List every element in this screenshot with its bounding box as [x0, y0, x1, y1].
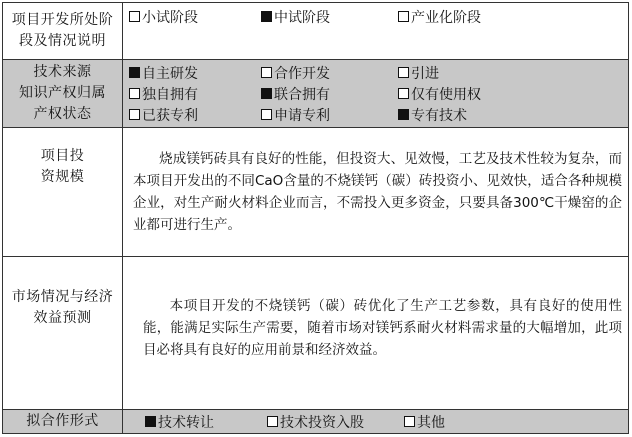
- stage-row: [3, 3, 629, 60]
- tech-label-line: 知识产权归属: [19, 85, 106, 101]
- status-option-patented[interactable]: 已获专利: [123, 105, 261, 125]
- checkbox-icon[interactable]: [129, 11, 140, 22]
- investment-cell: [123, 128, 629, 257]
- coop-option-other[interactable]: 其他: [404, 412, 628, 432]
- stage-label: [3, 3, 123, 60]
- stage-label-line: 段及情况说明: [19, 33, 106, 49]
- tech-option-introduced[interactable]: 引进: [398, 63, 628, 83]
- tech-options: [123, 60, 629, 128]
- investment-label: [3, 128, 123, 257]
- status-option-applying[interactable]: 申请专利: [261, 105, 398, 125]
- checkbox-icon[interactable]: [261, 88, 272, 99]
- checkbox-icon[interactable]: [398, 11, 409, 22]
- market-label-line: 市场情况与经济: [11, 289, 114, 305]
- investment-label-line: 资规模: [40, 169, 85, 185]
- investment-text: 烧成镁钙砖具有良好的性能，但投资大、见效慢，工艺及技术性较为复杂，而本项目开发出的不同CaO含量的不烧镁钙（碳）砖投资小、见效快，适合各种规模企业，对生产耐火材料企业而言，不需投入更多资金，只要具备300℃干燥窑的企业都可进行生产。: [133, 151, 622, 233]
- checkbox-icon[interactable]: [267, 416, 278, 427]
- checkbox-icon[interactable]: [398, 67, 409, 78]
- checkbox-icon[interactable]: [145, 416, 156, 427]
- tech-label-line: 产权状态: [33, 106, 92, 122]
- tech-label-line: 技术来源: [33, 64, 92, 80]
- cooperation-label: 拟合作形式: [3, 410, 123, 434]
- tech-label: [3, 60, 123, 128]
- market-label-line: 效益预测: [33, 310, 92, 326]
- checkbox-icon[interactable]: [129, 67, 140, 78]
- cooperation-options: [123, 410, 629, 434]
- stage-options: [123, 3, 629, 60]
- ip-option-sole[interactable]: 独自拥有: [123, 84, 261, 104]
- ip-option-use-right[interactable]: 仅有使用权: [398, 84, 628, 104]
- market-text: 本项目开发的不烧镁钙（碳）砖优化了生产工艺参数，具有良好的使用性能，能满足实际生产需要，随着市场对镁钙系耐火材料需求量的大幅增加，此项目必将具有良好的应用前景和经济效益。: [143, 298, 622, 358]
- stage-option-pilot[interactable]: 中试阶段: [261, 7, 398, 27]
- market-cell: [123, 257, 629, 410]
- checkbox-icon[interactable]: [129, 88, 140, 99]
- checkbox-icon[interactable]: [404, 416, 415, 427]
- investment-row: [3, 128, 629, 257]
- market-label: [3, 257, 123, 410]
- checkbox-icon[interactable]: [261, 67, 272, 78]
- stage-label-line: 项目开发所处阶: [11, 12, 114, 28]
- project-info-table: [2, 2, 629, 434]
- coop-option-transfer[interactable]: 技术转让: [123, 412, 267, 432]
- ip-option-joint[interactable]: 联合拥有: [261, 84, 398, 104]
- tech-option-self-developed[interactable]: 自主研发: [123, 63, 261, 83]
- tech-option-cooperative[interactable]: 合作开发: [261, 63, 398, 83]
- checkbox-icon[interactable]: [261, 11, 272, 22]
- stage-option-industrial[interactable]: 产业化阶段: [398, 7, 628, 27]
- checkbox-icon[interactable]: [398, 109, 409, 120]
- checkbox-icon[interactable]: [398, 88, 409, 99]
- coop-option-investment[interactable]: 技术投资入股: [267, 412, 404, 432]
- cooperation-row: [3, 410, 629, 434]
- market-row: [3, 257, 629, 410]
- checkbox-icon[interactable]: [261, 109, 272, 120]
- checkbox-icon[interactable]: [129, 109, 140, 120]
- tech-row: [3, 60, 629, 128]
- stage-option-pilot-small[interactable]: 小试阶段: [123, 7, 261, 27]
- status-option-proprietary[interactable]: 专有技术: [398, 105, 628, 125]
- investment-label-line: 项目投: [40, 148, 85, 164]
